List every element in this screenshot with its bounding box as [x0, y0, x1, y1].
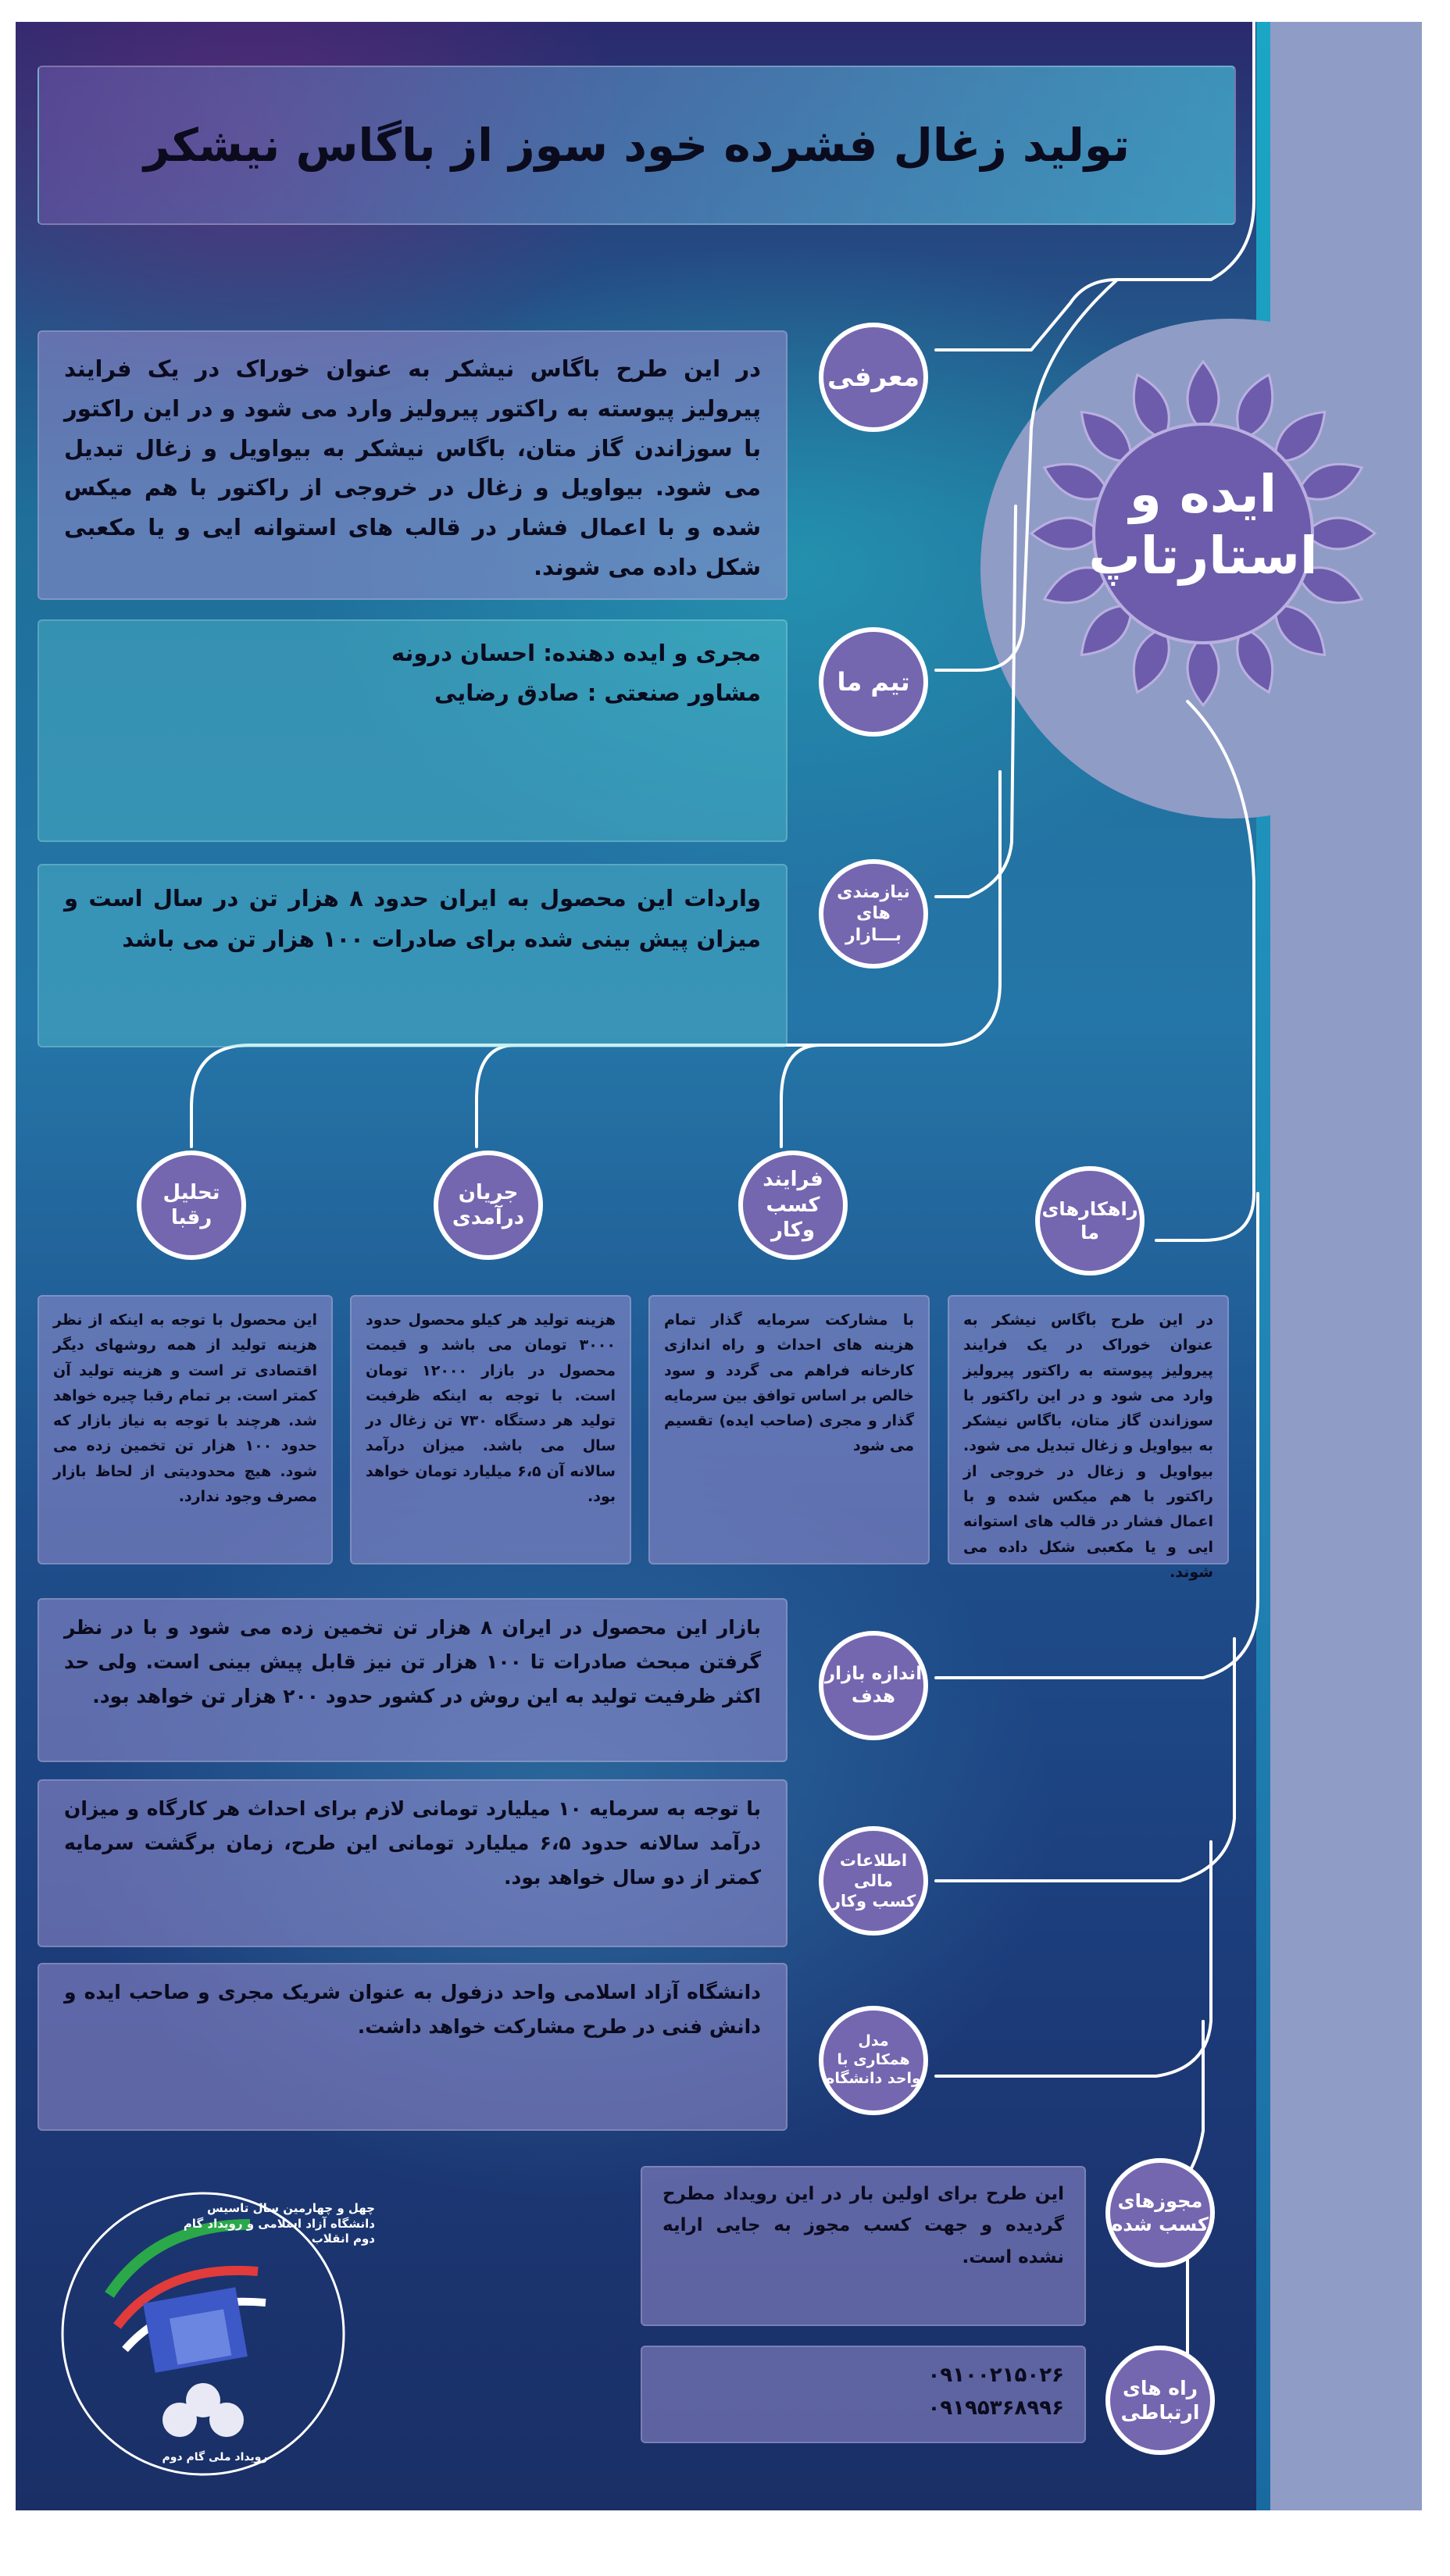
licenses-label-2: کسب شده: [1112, 2214, 1209, 2235]
competitors-box: [38, 1295, 333, 1565]
market-need-circle: [819, 859, 928, 969]
contact-label-2: ارتباطی: [1120, 2401, 1200, 2424]
market-need-label-1: نیازمندی های: [837, 882, 910, 924]
team-circle: [819, 627, 928, 737]
intro-text: در این طرح باگاس نیشکر به عنوان خوراک در یک فرایند پیرولیز پیوسته به راکتور پیرولیز وارد می شود و در این راکتور با سوزاندن گاز متان، باگاس نیشکر به بیواویل و زغال تبدیل می شود. بیواویل و زغال در خروجی از راکتور با هم میکس شده و با اعمال فشار در قالب های استوانه ایی و یا مکعبی شکل داده می شوند.: [64, 355, 761, 580]
licenses-box: [641, 2166, 1086, 2326]
intro-circle: [819, 323, 928, 432]
contact-phone-2[interactable]: ۰۹۱۹۵۳۶۸۹۹۶: [927, 2396, 1064, 2420]
logo-bottom-text: رویداد ملی گام دوم: [162, 2451, 268, 2464]
licenses-label-1: مجوزهای: [1117, 2190, 1203, 2212]
solutions-label-2: ما: [1080, 1222, 1099, 1243]
market-need-label-2: بـــازار: [845, 925, 902, 945]
licenses-circle: [1105, 2158, 1215, 2267]
target-market-circle: [819, 1631, 928, 1740]
badge-label: [1086, 463, 1320, 587]
contact-circle: [1105, 2346, 1215, 2455]
financial-label-2: کسب وکار: [830, 1892, 916, 1911]
business-process-text: با مشارکت سرمایه گذار تمام هزینه های احداث و راه اندازی کارخانه فراهم می گردد و سود خالص بر اساس توافق بین سرمایه گذار و مجری (صاحب ایده) تقسیم می شود: [664, 1311, 914, 1455]
contact-label-1: راه های: [1122, 2376, 1198, 2399]
business-process-box: [648, 1295, 930, 1565]
market-need-text: واردات این محصول به ایران حدود ۸ هزار تن در سال است و میزان پیش بینی شده برای صادرات ۱۰۰ هزار تن می باشد: [64, 885, 761, 953]
competitors-text: این محصول با توجه به اینکه از نظر هزینه تولید از همه روشهای دیگر اقتصادی تر است و هزینه تولید آن کمتر است. بر تمام رقبا چیره خواهد شد. هرچند با توجه به نیاز بازار که حدود ۱۰۰ هزار تن تخمین زده می شود. هیچ محدودیتی از لحاظ بازار مصرف وجود ندارد.: [53, 1311, 318, 1506]
title-banner: [38, 66, 1236, 225]
team-line2: مشاور صنعتی : صادق رضایی: [434, 679, 761, 706]
poster: [16, 22, 1422, 2510]
revenue-label-1: جریان: [458, 1180, 519, 1204]
team-box: [38, 619, 788, 842]
solutions-text: در این طرح باگاس نیشکر به عنوان خوراک در یک فرایند پیرولیز پیوسته به راکتور پیرولیز وارد می شود و در این راکتور با سوزاندن گاز متان، باگاس نیشکر به بیواویل و زغال تبدیل می شود. بیواویل و زغال در خروجی از راکتور با هم میکس شده و با اعمال فشار در قالب های استوانه ایی و یا مکعبی شکل داده می شوند.: [963, 1311, 1213, 1581]
business-process-label-2: کسب وکار: [766, 1193, 820, 1243]
financial-circle: [819, 1826, 928, 1936]
cooperation-box: [38, 1963, 788, 2131]
contact-phone-1[interactable]: ۰۹۱۰۰۲۱۵۰۲۶: [927, 2364, 1064, 2387]
revenue-label-2: درآمدی: [452, 1206, 525, 1229]
financial-text: با توجه به سرمایه ۱۰ میلیارد تومانی لازم برای احداث هر کارگاه و میزان درآمد سالانه حدود ۶،۵ میلیارد تومانی این طرح، زمان برگشت سرمایه کمتر از دو سال خواهد بود.: [64, 1797, 761, 1889]
cooperation-label-1: مدل: [858, 2032, 889, 2050]
target-market-box: [38, 1598, 788, 1762]
intro-box: [38, 330, 788, 600]
revenue-text: هزینه تولید هر کیلو محصول حدود ۳۰۰۰ تومان می باشد و قیمت محصول در بازار ۱۲۰۰۰ تومان است. با توجه به اینکه ظرفیت تولید هر دستگاه ۷۳۰ تن زغال در سال می باشد. میزان درآمد سالانه آن ۶،۵ میلیارد تومان خواهد بود.: [366, 1311, 616, 1506]
solutions-box: [948, 1295, 1229, 1581]
revenue-box: [350, 1295, 631, 1565]
team-label: تیم ما: [837, 667, 910, 697]
cooperation-circle: [819, 2006, 928, 2115]
financial-label-1: اطلاعات مالی: [839, 1850, 908, 1890]
cooperation-label-2: همکاری با: [837, 2051, 910, 2069]
intro-label: معرفی: [827, 361, 920, 393]
cooperation-text: دانشگاه آزاد اسلامی واحد دزفول به عنوان شریک مجری و صاحب ایده و دانش فنی در طرح مشارکت خواهد داشت.: [64, 1981, 761, 2038]
target-market-label-2: هدف: [852, 1686, 895, 1707]
target-market-label-1: اندازه بازار: [824, 1664, 923, 1685]
business-process-circle: [738, 1151, 848, 1260]
team-line1: مجری و ایده دهنده: احسان درونه: [391, 640, 761, 666]
business-process-label-1: فرایند: [762, 1168, 823, 1192]
financial-box: [38, 1779, 788, 1947]
revenue-circle: [434, 1151, 543, 1260]
solutions-circle: [1035, 1166, 1145, 1276]
competitors-circle: [137, 1151, 246, 1260]
badge-line2: استارتاپ: [1088, 526, 1318, 587]
competitors-label: تحلیل رقبا: [162, 1180, 220, 1229]
event-logo: [47, 2178, 375, 2490]
logo-arc-text: چهل و چهارمین سال تاسیس دانشگاه آزاد اسلامی و رویداد گام دوم انقلاب: [183, 2201, 375, 2246]
solutions-label-1: راهکارهای: [1041, 1198, 1138, 1220]
target-market-text: بازار این محصول در ایران ۸ هزار تن تخمین زده می شود و با در نظر گرفتن مبحث صادرات تا ۱۰۰ هزار تن نیز قابل پیش بینی است. ولی حد اکثر ظرفیت تولید به این روش در کشور حدود ۲۰۰ هزار تن خواهد بود.: [64, 1616, 762, 1707]
badge-line1: ایده و: [1129, 464, 1277, 524]
page-title: تولید زغال فشرده خود سوز از باگاس نیشکر: [143, 119, 1130, 172]
licenses-text: این طرح برای اولین بار در این رویداد مطرح گردیده و جهت کسب مجوز به جایی ارایه نشده است.: [662, 2184, 1064, 2267]
market-need-box: [38, 864, 788, 1047]
contact-box: [641, 2346, 1086, 2443]
cooperation-label-3: واحد دانشگاه: [826, 2069, 921, 2087]
